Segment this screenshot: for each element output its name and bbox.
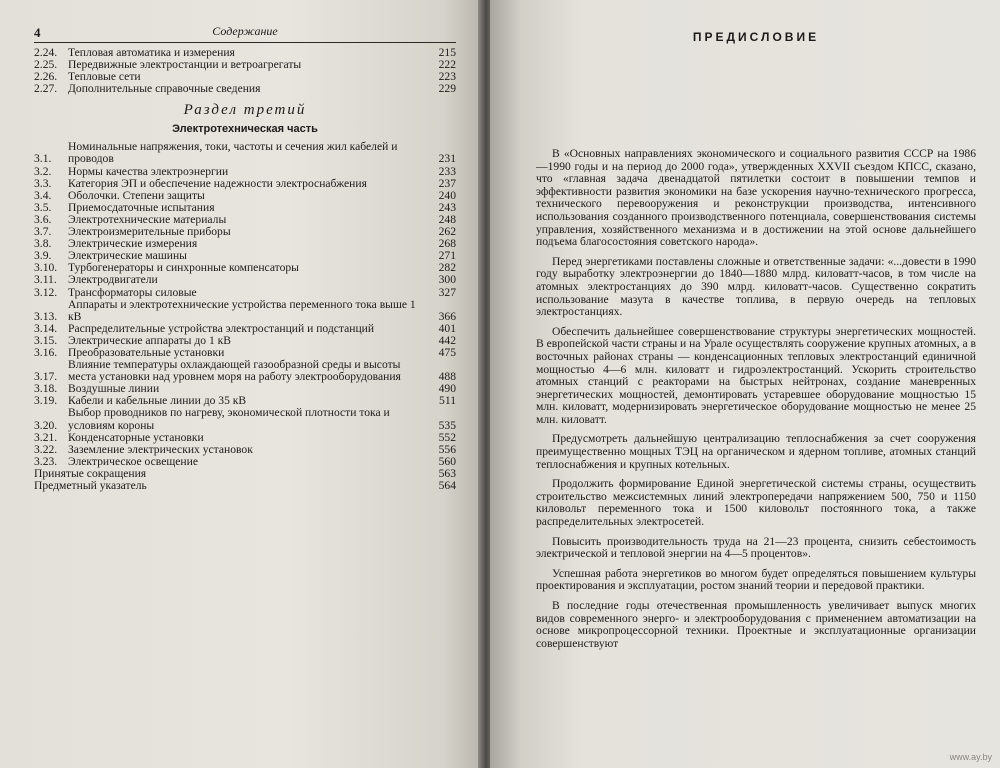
- toc-entry-title: Электрические аппараты до 1 кВ: [68, 333, 232, 347]
- toc-entry-number: 3.17.: [34, 370, 58, 384]
- toc-list-part-three: [34, 141, 456, 492]
- toc-entry-page: 563: [438, 466, 456, 480]
- toc-entry-number: 3.14.: [34, 321, 58, 335]
- toc-entry: [34, 141, 456, 165]
- toc-entry-title: Электрические машины: [68, 249, 187, 263]
- toc-entry-title: Принятые сокращения: [34, 466, 147, 480]
- toc-entry-number: 3.5.: [34, 200, 52, 214]
- toc-entry-page: 229: [438, 82, 456, 96]
- toc-entry-page: 442: [438, 333, 456, 347]
- toc-entry: [34, 83, 456, 95]
- toc-entry-page: 222: [438, 58, 456, 72]
- page-number: 4: [34, 25, 41, 40]
- toc-entry-page: 231: [438, 152, 456, 166]
- section-heading: Раздел третий: [183, 102, 307, 119]
- toc-entry: [34, 480, 456, 492]
- preface-body: [536, 148, 976, 650]
- toc-entry-page: 564: [438, 479, 456, 492]
- toc-entry-number: 3.4.: [34, 188, 52, 202]
- toc-entry: [34, 178, 456, 190]
- section-subtitle: Электротехническая часть: [172, 123, 318, 136]
- toc-entry: [34, 166, 456, 178]
- toc-entry-number: 3.18.: [34, 382, 58, 396]
- toc-entry-title: Аппараты и электротехнические устройства переменного тока выше 1 кВ: [68, 297, 416, 323]
- toc-entry-title: Тепловые сети: [68, 70, 141, 84]
- toc-entry-page: 552: [438, 430, 456, 444]
- toc-entry-title: Трансформаторы силовые: [68, 285, 197, 299]
- toc-entry: [34, 407, 456, 431]
- toc-entry: [34, 432, 456, 444]
- toc-entry-title: Турбогенераторы и синхронные компенсаторы: [68, 261, 299, 275]
- toc-entry-number: 3.11.: [34, 273, 57, 287]
- toc-entry-title: Электрические измерения: [68, 237, 198, 251]
- preface-paragraph: Продолжить формирование Единой энергетической системы страны, осуществить строительство межсистемных линий электропередачи напряжением 500, 750 и 1150 киловольт переменного тока и 1500 киловольт постоянного тока, а также распределительных электросетей.: [536, 477, 976, 529]
- toc-entry-title: Кабели и кабельные линии до 35 кВ: [68, 394, 247, 408]
- toc-entry: [34, 444, 456, 456]
- toc-entry-title: Электротехнические материалы: [68, 212, 227, 226]
- toc-entry-page: 475: [438, 345, 456, 359]
- toc-entry-number: 3.8.: [34, 237, 52, 251]
- toc-entry-page: 271: [438, 249, 456, 263]
- toc-entry-number: 2.24.: [34, 46, 58, 59]
- toc-entry-title: Распределительные устройства электростанций и подстанций: [68, 321, 375, 335]
- toc-entry-title: Категория ЭП и обеспечение надежности электроснабжения: [68, 176, 367, 190]
- toc-entry-page: 327: [438, 285, 456, 299]
- toc-entry-page: 268: [438, 237, 456, 251]
- toc-entry: [34, 274, 456, 286]
- toc-entry-title: Приемосдаточные испытания: [68, 200, 215, 214]
- toc-entry: [34, 287, 456, 299]
- preface-paragraph: Предусмотреть дальнейшую централизацию теплоснабжения за счет сооружения преимущественно мощных ТЭЦ на органическом и ядерном топливе, атомных станций теплоснабжения и крупных котельных.: [536, 432, 976, 471]
- preface-paragraph: Обеспечить дальнейшее совершенствование структуры энергетических мощностей. В европейской части страны и на Урале осуществлять сооружение крупных атомных, а в восточных районах страны — конденсационных тепловых электростанций единичной мощностью 4—6 млн. киловатт и гидроэлектростанций. Ускорить строительство атомных станций с реакторами на быстрых нейтронах, создание маневренных энергетических мощностей, демонтировать устаревшее оборудование мощностью 15 млн. киловатт, модернизировать энергетическое оборудование мощностью не менее 25 млн. киловатт.: [536, 324, 976, 426]
- toc-entry-page: 300: [438, 273, 456, 287]
- toc-entry-title: Влияние температуры охлаждающей газообразной среды и высоты места установки над уровнем моря на работу электрооборудования: [68, 358, 401, 384]
- toc-entry-number: 3.9.: [34, 249, 52, 263]
- toc-entry-page: 282: [438, 261, 456, 275]
- toc-entry-page: 248: [438, 212, 456, 226]
- toc-entry-number: 3.22.: [34, 442, 58, 456]
- toc-entry-title: Выбор проводников по нагреву, экономической плотности тока и условиям короны: [68, 406, 390, 432]
- toc-entry-page: 262: [438, 225, 456, 239]
- toc-entry-title: Заземление электрических установок: [68, 442, 253, 456]
- toc-entry-number: 3.13.: [34, 309, 58, 323]
- preface-paragraph: Повысить производительность труда на 21—23 процента, снизить себестоимость электрической и тепловой энергии на 4—5 процентов».: [536, 534, 976, 561]
- toc-entry-number: 3.16.: [34, 345, 58, 359]
- toc-entry-title: Тепловая автоматика и измерения: [68, 46, 235, 59]
- toc-entry-number: 3.23.: [34, 454, 58, 468]
- preface-paragraph: Перед энергетиками поставлены сложные и ответственные задачи: «...довести в 1990 году выработку электроэнергии до 1840—1880 млрд. киловатт-часов, в том числе на атомных электростанциях до 390 млрд. киловатт-часов. Существенно сократить использование мазута в качестве топлива, в первую очередь на тепловых электростанциях.: [536, 254, 976, 319]
- toc-entry-page: 511: [439, 394, 456, 408]
- toc-entry: [34, 299, 456, 323]
- toc-entry-title: Передвижные электростанции и ветроагрегаты: [68, 58, 302, 72]
- toc-entry-title: Воздушные линии: [68, 382, 160, 396]
- toc-entry-title: Электрическое освещение: [68, 454, 198, 468]
- toc-entry-page: 535: [438, 418, 456, 432]
- toc-entry-title: Предметный указатель: [34, 479, 147, 492]
- toc-entry-page: 215: [438, 46, 456, 59]
- toc-entry-number: 3.7.: [34, 225, 52, 239]
- toc-entry-page: 233: [438, 164, 456, 178]
- toc-entry-title: Нормы качества электроэнергии: [68, 164, 229, 178]
- toc-entry-page: 223: [438, 70, 456, 84]
- toc-entry-page: 366: [438, 309, 456, 323]
- toc-entry-number: 3.2.: [34, 164, 52, 178]
- toc-entry-number: 3.15.: [34, 333, 58, 347]
- toc-entry-number: 2.25.: [34, 58, 58, 72]
- toc-entry-number: 3.20.: [34, 418, 58, 432]
- toc-entry-number: 2.27.: [34, 82, 58, 96]
- toc-list-part-two: [34, 47, 456, 95]
- toc-entry-title: Дополнительные справочные сведения: [68, 82, 261, 96]
- toc-entry-title: Электродвигатели: [68, 273, 158, 287]
- toc-entry-page: 240: [438, 188, 456, 202]
- toc-entry-page: 490: [438, 382, 456, 396]
- preface-paragraph: В последние годы отечественная промышленность увеличивает выпуск многих видов современного энерго- и электрооборудования с применением автоматизации на основе микропроцессорной техники. Проектные и эксплуатационные организации совершенствуют: [536, 599, 976, 650]
- preface-paragraph: Успешная работа энергетиков во многом будет определяться повышением культуры проектирования и эксплуатации, ростом знаний теории и передовой практики.: [536, 566, 976, 593]
- toc-entry-title: Преобразовательные установки: [68, 345, 225, 359]
- toc-entry-number: 3.6.: [34, 212, 52, 226]
- toc-entry-number: 3.19.: [34, 394, 58, 408]
- preface-paragraph: В «Основных направлениях экономического и социального развития СССР на 1986—1990 годы и на период до 2000 года», утвержденных XXVII съездом КПСС, сказано, что «главная задача двенадцатой пятилетки состоит в повышении темпов и эффективности развития экономики на базе ускорения научно-технического прогресса, технического перевооружения и реконструкции производства, интенсивного использования созданного производственного потенциала, совершенствования системы управления, хозяйственного механизма и в достижении на этой основе дальнейшего подъема благосостояния советского народа».: [536, 147, 976, 249]
- toc-entry-page: 243: [438, 200, 456, 214]
- toc-entry-title: Электроизмерительные приборы: [68, 225, 231, 239]
- toc-entry-page: 560: [438, 454, 456, 468]
- toc-entry-page: 401: [438, 321, 456, 335]
- watermark: www.ay.by: [949, 752, 992, 762]
- toc-entry-number: 3.12.: [34, 285, 58, 299]
- toc-entry-number: 3.3.: [34, 176, 52, 190]
- preface-title: ПРЕДИСЛОВИЕ: [692, 30, 820, 44]
- left-page: [0, 0, 482, 768]
- toc-entry-number: 3.21.: [34, 430, 58, 444]
- toc-entry-number: 3.1.: [34, 152, 52, 166]
- right-page: [490, 0, 1000, 768]
- toc-entry: [34, 359, 456, 383]
- toc-entry-page: 237: [438, 176, 456, 190]
- running-head: [34, 22, 456, 43]
- toc-entry-page: 556: [438, 442, 456, 456]
- running-title: Содержание: [212, 24, 278, 38]
- toc-entry-title: Номинальные напряжения, токи, частоты и сечения жил кабелей и проводов: [68, 140, 398, 166]
- toc-entry-page: 488: [438, 370, 456, 384]
- toc-entry-number: 2.26.: [34, 70, 58, 84]
- toc-entry-title: Конденсаторные установки: [68, 430, 204, 444]
- toc-entry-number: 3.10.: [34, 261, 58, 275]
- toc-entry-title: Оболочки. Степени защиты: [68, 188, 205, 202]
